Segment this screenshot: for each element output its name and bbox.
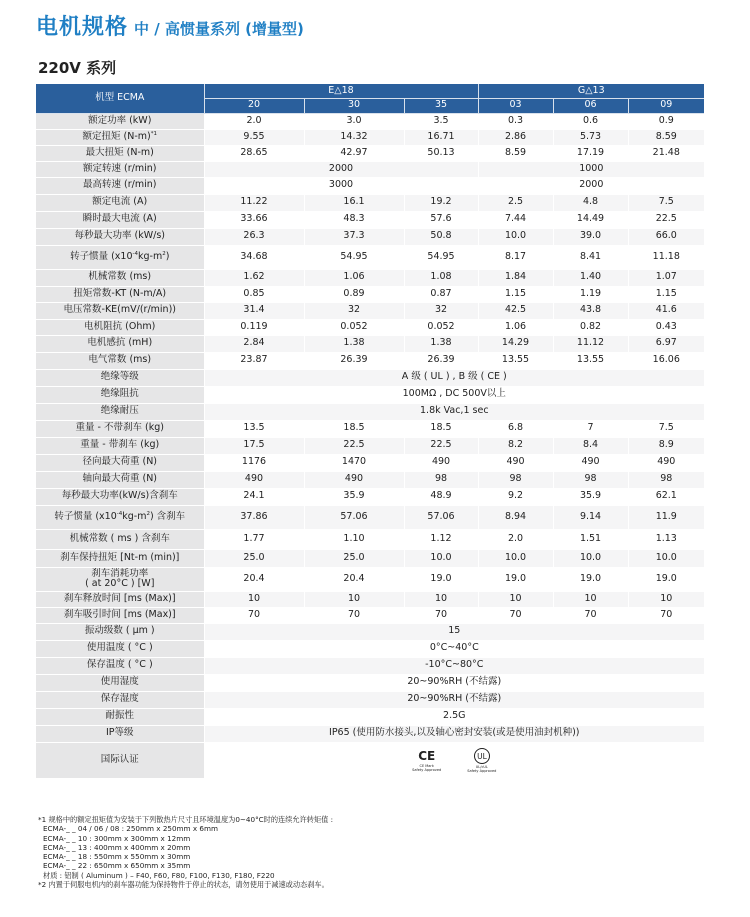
table-cell: 26.39	[304, 352, 404, 369]
row-label-text: kg-m	[122, 511, 147, 523]
row-label: 额定电流 (A)	[36, 194, 204, 211]
table-cell: 1.15	[478, 286, 553, 302]
row-label-text: 转子惯量 (x10	[54, 511, 117, 523]
cert-badge	[467, 747, 496, 773]
span-cell: 20~90%RH (不结露)	[204, 674, 704, 691]
row-label: 电机阻抗 (Ohm)	[36, 319, 204, 335]
footnote-line: ECMA-_ _ 10 : 300mm x 300mm x 12mm	[43, 833, 191, 843]
model-col-2: 35	[404, 98, 478, 113]
row-label: 电气常数 (ms)	[36, 352, 204, 369]
row-label: 保存湿度	[36, 691, 204, 708]
table-row	[36, 725, 704, 742]
table-cell: 490	[204, 471, 304, 488]
table-cell: 0.87	[404, 286, 478, 302]
title-main: 电机规格	[36, 15, 129, 40]
table-cell: 3.5	[404, 113, 478, 129]
span-cell: -10°C~80°C	[204, 657, 704, 674]
table-cell: 8.4	[553, 437, 628, 454]
table-row	[36, 505, 704, 529]
table-cell: 70	[478, 607, 553, 623]
row-label: 国际认证	[36, 742, 204, 778]
table-cell: 13.55	[553, 352, 628, 369]
table-row	[36, 145, 704, 161]
table-row	[36, 386, 704, 403]
ce-mark-icon: CE	[418, 749, 436, 763]
table-cell: 70	[204, 607, 304, 623]
table-row	[36, 567, 704, 591]
table-cell: 2.84	[204, 335, 304, 352]
row-label: 振动级数 ( μm )	[36, 623, 204, 640]
series-heading: 220V 系列	[38, 59, 117, 77]
table-row	[36, 269, 704, 286]
row-label: 刹车释放时间 [ms (Max)]	[36, 591, 204, 607]
group-header-e18: E△18	[204, 84, 478, 98]
table-cell: 25.0	[204, 549, 304, 567]
table-cell: 28.65	[204, 145, 304, 161]
table-cell: 13.5	[204, 420, 304, 437]
table-cell: 6.8	[478, 420, 553, 437]
table-cell: 98	[628, 471, 704, 488]
table-row	[36, 129, 704, 145]
row-label: 电机感抗 (mH)	[36, 335, 204, 352]
table-row	[36, 623, 704, 640]
table-cell: 23.87	[204, 352, 304, 369]
span-cell: 1.8k Vac,1 sec	[204, 403, 704, 420]
row-label	[36, 129, 204, 145]
table-cell: 490	[404, 454, 478, 471]
table-cell: 2.0	[478, 529, 553, 549]
table-cell: 18.5	[304, 420, 404, 437]
row-label: 使用温度 ( °C )	[36, 640, 204, 657]
table-cell: 70	[553, 607, 628, 623]
table-cell: 70	[304, 607, 404, 623]
table-cell: 1.06	[478, 319, 553, 335]
table-cell: 13.55	[478, 352, 553, 369]
table-cell: 490	[553, 454, 628, 471]
footnote-line: *2 内置于伺服电机内的刹车器功能为保持物件于停止的状态，请勿使用于减速或动态刹车。	[38, 880, 329, 890]
table-cell: 57.6	[404, 211, 478, 228]
table-row	[36, 286, 704, 302]
table-cell: 19.0	[404, 567, 478, 591]
table-cell: 1.38	[404, 335, 478, 352]
table-cell: 17.5	[204, 437, 304, 454]
table-cell: 34.68	[204, 245, 304, 269]
table-cell: 66.0	[628, 228, 704, 245]
table-cell: 2.0	[204, 113, 304, 129]
table-cell: 0.89	[304, 286, 404, 302]
span-cell: A 级 ( UL ) , B 级 ( CE )	[204, 369, 704, 386]
page-title	[36, 10, 304, 41]
table-cell: 8.94	[478, 505, 553, 529]
table-cell: 11.12	[553, 335, 628, 352]
table-cell: 10.0	[553, 549, 628, 567]
group-cell: 1000	[478, 161, 704, 177]
row-label: 瞬时最大电流 (A)	[36, 211, 204, 228]
table-row	[36, 194, 704, 211]
cert-badge	[412, 748, 441, 772]
row-label: 重量 - 不带刹车 (kg)	[36, 420, 204, 437]
row-label: 额定功率 (kW)	[36, 113, 204, 129]
table-cell: 19.0	[553, 567, 628, 591]
row-label-sup: 2	[162, 251, 166, 258]
table-cell: 1.06	[304, 269, 404, 286]
model-col-4: 06	[553, 98, 628, 113]
table-cell: 16.06	[628, 352, 704, 369]
footnote-line: ECMA-_ _ 13 : 400mm x 400mm x 20mm	[43, 842, 191, 852]
footnote-line: ECMA-_ _ 22 : 650mm x 650mm x 35mm	[43, 861, 191, 871]
table-cell: 10.0	[628, 549, 704, 567]
table-cell: 8.17	[478, 245, 553, 269]
table-cell: 9.14	[553, 505, 628, 529]
table-cell: 1.08	[404, 269, 478, 286]
table-cell: 22.5	[628, 211, 704, 228]
table-cell: 98	[478, 471, 553, 488]
table-cell: 1.62	[204, 269, 304, 286]
table-cell: 0.85	[204, 286, 304, 302]
table-cell: 8.59	[478, 145, 553, 161]
table-cell: 7.5	[628, 194, 704, 211]
table-cell: 14.29	[478, 335, 553, 352]
table-cell: 0.052	[304, 319, 404, 335]
table-cell: 18.5	[404, 420, 478, 437]
table-cell: 1.40	[553, 269, 628, 286]
table-cell: 10.0	[404, 549, 478, 567]
table-cell: 35.9	[304, 488, 404, 505]
table-cell: 26.3	[204, 228, 304, 245]
row-label: 绝缘阻抗	[36, 386, 204, 403]
span-cell: 2.5G	[204, 708, 704, 725]
table-cell: 1.84	[478, 269, 553, 286]
table-cell: 10.0	[478, 549, 553, 567]
table-cell: 0.052	[404, 319, 478, 335]
table-cell: 4.8	[553, 194, 628, 211]
table-row	[36, 471, 704, 488]
table-cell: 22.5	[404, 437, 478, 454]
table-cell: 6.97	[628, 335, 704, 352]
cert-caption: UL/cUL	[475, 765, 488, 769]
row-label: 重量 - 带刹车 (kg)	[36, 437, 204, 454]
row-label: 耐振性	[36, 708, 204, 725]
span-cell: IP65 (使用防水接头,以及轴心密封安装(或是使用油封机种))	[204, 725, 704, 742]
table-cell: 1.77	[204, 529, 304, 549]
row-label: 刹车保持扭矩 [Nt-m (min)]	[36, 549, 204, 567]
row-label: 最高转速 (r/min)	[36, 177, 204, 194]
table-cell: 1.19	[553, 286, 628, 302]
table-cell: 41.6	[628, 302, 704, 319]
table-cell: 32	[404, 302, 478, 319]
table-row	[36, 302, 704, 319]
table-cell: 9.2	[478, 488, 553, 505]
table-cell: 0.6	[553, 113, 628, 129]
table-cell: 8.2	[478, 437, 553, 454]
table-cell: 19.2	[404, 194, 478, 211]
table-cell: 7	[553, 420, 628, 437]
table-cell: 25.0	[304, 549, 404, 567]
footnote-line: ECMA-_ _ 18 : 550mm x 550mm x 30mm	[43, 852, 191, 862]
spec-table	[36, 84, 704, 779]
footnote-line: 材质 : 铝制 ( Aluminum ) – F40, F60, F80, F100, F130, F180, F220	[43, 870, 275, 880]
table-cell: 50.8	[404, 228, 478, 245]
table-row	[36, 591, 704, 607]
table-cell: 50.13	[404, 145, 478, 161]
table-cell: 5.73	[553, 129, 628, 145]
table-row	[36, 403, 704, 420]
row-label	[36, 245, 204, 269]
group-cell: 3000	[204, 177, 478, 194]
row-label: IP等级	[36, 725, 204, 742]
table-row	[36, 319, 704, 335]
table-cell: 10	[553, 591, 628, 607]
table-cell: 11.18	[628, 245, 704, 269]
row-label-text: ) 含刹车	[149, 511, 186, 523]
span-cell: 0°C~40°C	[204, 640, 704, 657]
table-cell: 20.4	[304, 567, 404, 591]
row-label: 绝缘耐压	[36, 403, 204, 420]
row-label-sup: 2	[146, 511, 150, 518]
table-cell: 10	[404, 591, 478, 607]
title-sub: 中 / 高惯量系列 (增量型)	[134, 20, 304, 38]
certification-cell	[204, 742, 704, 778]
footnotes	[38, 815, 333, 889]
table-cell: 35.9	[553, 488, 628, 505]
table-cell: 10	[304, 591, 404, 607]
table-row	[36, 113, 704, 129]
table-row	[36, 369, 704, 386]
table-row	[36, 454, 704, 471]
table-cell: 1470	[304, 454, 404, 471]
table-cell: 22.5	[304, 437, 404, 454]
table-cell: 7.44	[478, 211, 553, 228]
table-cell: 3.0	[304, 113, 404, 129]
table-cell: 1.10	[304, 529, 404, 549]
table-cell: 37.3	[304, 228, 404, 245]
table-cell: 33.66	[204, 211, 304, 228]
row-label-text: 额定扭矩 (N-m)	[82, 131, 151, 143]
table-cell: 39.0	[553, 228, 628, 245]
span-cell: 100MΩ , DC 500V以上	[204, 386, 704, 403]
table-cell: 1.12	[404, 529, 478, 549]
table-cell: 32	[304, 302, 404, 319]
table-cell: 98	[404, 471, 478, 488]
span-cell: 20~90%RH (不结露)	[204, 691, 704, 708]
table-cell: 20.4	[204, 567, 304, 591]
table-cell: 70	[628, 607, 704, 623]
ul-mark-icon	[469, 747, 495, 765]
table-cell: 490	[628, 454, 704, 471]
row-label-text: 转子惯量 (x10	[70, 251, 133, 263]
table-cell: 54.95	[304, 245, 404, 269]
table-row	[36, 640, 704, 657]
table-cell: 490	[478, 454, 553, 471]
table-row	[36, 177, 704, 194]
table-cell: 48.3	[304, 211, 404, 228]
table-cell: 1.51	[553, 529, 628, 549]
table-cell: 14.49	[553, 211, 628, 228]
table-row	[36, 708, 704, 725]
table-cell: 490	[304, 471, 404, 488]
row-label: 轴向最大荷重 (N)	[36, 471, 204, 488]
model-header: 机型 ECMA	[36, 84, 204, 113]
model-col-0: 20	[204, 98, 304, 113]
row-label: 径向最大荷重 (N)	[36, 454, 204, 471]
cert-caption: CE Mark	[419, 764, 434, 768]
table-cell: 8.59	[628, 129, 704, 145]
table-cell: 1176	[204, 454, 304, 471]
row-label: 电压常数-KE(mV/(r/min))	[36, 302, 204, 319]
table-cell: 0.119	[204, 319, 304, 335]
table-cell: 7.5	[628, 420, 704, 437]
row-label: 绝缘等级	[36, 369, 204, 386]
span-cell: 15	[204, 623, 704, 640]
table-cell: 19.0	[628, 567, 704, 591]
group-cell: 2000	[478, 177, 704, 194]
row-label: 使用湿度	[36, 674, 204, 691]
row-label	[36, 505, 204, 529]
table-cell: 0.82	[553, 319, 628, 335]
table-cell: 26.39	[404, 352, 478, 369]
table-cell: 37.86	[204, 505, 304, 529]
table-cell: 24.1	[204, 488, 304, 505]
row-label-sup: -4	[116, 511, 123, 518]
footnote-ref: *1	[150, 131, 157, 138]
table-row	[36, 161, 704, 177]
table-row	[36, 549, 704, 567]
row-label: 每秒最大功率 (kW/s)	[36, 228, 204, 245]
table-cell: 48.9	[404, 488, 478, 505]
row-label: 机械常数 ( ms ) 含刹车	[36, 529, 204, 549]
table-cell: 0.9	[628, 113, 704, 129]
table-cell: 70	[404, 607, 478, 623]
model-col-1: 30	[304, 98, 404, 113]
table-cell: 16.1	[304, 194, 404, 211]
row-label: 最大扭矩 (N-m)	[36, 145, 204, 161]
table-cell: 2.5	[478, 194, 553, 211]
table-row	[36, 742, 704, 778]
table-row	[36, 657, 704, 674]
row-label: 扭矩常数-KT (N-m/A)	[36, 286, 204, 302]
row-label: 保存温度 ( °C )	[36, 657, 204, 674]
table-cell: 17.19	[553, 145, 628, 161]
model-col-5: 09	[628, 98, 704, 113]
table-row	[36, 211, 704, 228]
table-row	[36, 335, 704, 352]
table-cell: 14.32	[304, 129, 404, 145]
table-row	[36, 352, 704, 369]
table-cell: 10	[204, 591, 304, 607]
ul-mark-text: UL	[476, 752, 487, 761]
table-cell: 21.48	[628, 145, 704, 161]
table-cell: 62.1	[628, 488, 704, 505]
table-cell: 1.38	[304, 335, 404, 352]
table-cell: 42.5	[478, 302, 553, 319]
cert-logos	[205, 747, 705, 773]
table-cell: 11.22	[204, 194, 304, 211]
table-cell: 16.71	[404, 129, 478, 145]
table-cell: 57.06	[404, 505, 478, 529]
row-label-line: 刹车消耗功率	[91, 567, 149, 579]
model-col-3: 03	[478, 98, 553, 113]
table-cell: 10	[478, 591, 553, 607]
row-label-text: )	[165, 251, 170, 263]
table-cell: 8.9	[628, 437, 704, 454]
table-cell: 0.43	[628, 319, 704, 335]
cert-caption: Safety Approved	[467, 769, 497, 773]
table-cell: 1.07	[628, 269, 704, 286]
table-cell: 11.9	[628, 505, 704, 529]
table-cell: 31.4	[204, 302, 304, 319]
table-cell: 43.8	[553, 302, 628, 319]
table-cell: 1.15	[628, 286, 704, 302]
table-cell: 2.86	[478, 129, 553, 145]
footnote-line: *1 规格中的额定扭矩值为安装于下列散热片尺寸且环境温度为0~40°C时的连续允许转矩值 :	[38, 815, 334, 824]
row-label-text: kg-m	[137, 251, 163, 263]
table-cell: 19.0	[478, 567, 553, 591]
row-label: 额定转速 (r/min)	[36, 161, 204, 177]
footnote-line: ECMA-_ _ 04 / 06 / 08 : 250mm x 250mm x 6mm	[43, 824, 218, 834]
table-row	[36, 420, 704, 437]
table-cell: 10.0	[478, 228, 553, 245]
cert-caption: Safety Approved	[412, 768, 442, 772]
row-label	[36, 567, 204, 591]
table-cell: 54.95	[404, 245, 478, 269]
table-row	[36, 437, 704, 454]
table-row	[36, 691, 704, 708]
table-row	[36, 488, 704, 505]
row-label-line: ( at 20°C ) [W]	[85, 578, 155, 589]
table-cell: 10	[628, 591, 704, 607]
table-cell: 0.3	[478, 113, 553, 129]
group-cell: 2000	[204, 161, 478, 177]
table-cell: 9.55	[204, 129, 304, 145]
table-cell: 57.06	[304, 505, 404, 529]
group-header-g13: G△13	[478, 84, 704, 98]
table-cell: 8.41	[553, 245, 628, 269]
table-cell: 1.13	[628, 529, 704, 549]
table-row	[36, 529, 704, 549]
table-row	[36, 674, 704, 691]
row-label: 每秒最大功率(kW/s)含刹车	[36, 488, 204, 505]
row-label-sup: -4	[132, 251, 138, 258]
table-row	[36, 245, 704, 269]
table-row	[36, 228, 704, 245]
row-label: 机械常数 (ms)	[36, 269, 204, 286]
row-label: 刹车吸引时间 [ms (Max)]	[36, 607, 204, 623]
table-cell: 42.97	[304, 145, 404, 161]
table-row	[36, 607, 704, 623]
table-cell: 98	[553, 471, 628, 488]
